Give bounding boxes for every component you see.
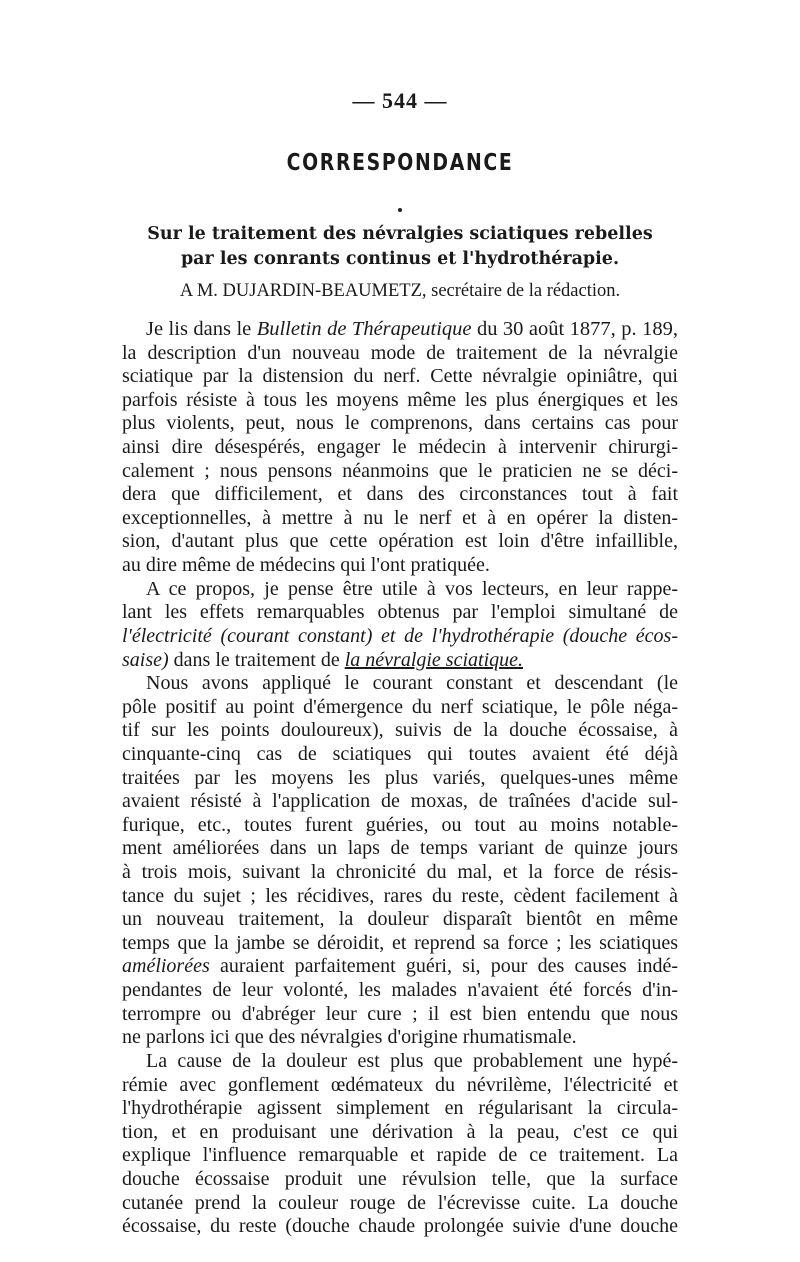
text-line: furique, etc., toutes furent guéries, ou tout au moins notable- [122, 813, 678, 836]
text-line: cutanée prend la couleur rouge de l'écrevisse cuite. La douche [122, 1191, 678, 1214]
text-line: explique l'influence remarquable et rapide de ce traitement. La [122, 1144, 678, 1167]
text-line: avaient résisté à l'application de moxas, de traînées d'acide sul- [122, 790, 678, 813]
text-line: rémie avec gonflement œdémateux du névrilème, l'électricité et [122, 1073, 678, 1096]
text-line: A ce propos, je pense être utile à vos lecteurs, en leur rappe- [146, 577, 678, 600]
text-line: un nouveau traitement, la douleur disparaît bientôt en même [122, 908, 678, 931]
text-line: au dire même de médecins qui l'ont pratiquée. [122, 554, 490, 577]
text-line: sion, d'autant plus que cette opération est loin d'être infaillible, [122, 530, 678, 553]
text-line: La cause de la douleur est plus que probablement une hypé- [146, 1049, 678, 1072]
text-line: écossaise, du reste (douche chaude prolongée suivie d'une douche [122, 1215, 678, 1238]
separator-dot [398, 208, 402, 212]
text-line: l'hydrothérapie agissent simplement en régularisant la circula- [122, 1097, 678, 1120]
text-line: tion, et en produisant une dérivation à la peau, c'est ce qui [122, 1120, 678, 1143]
text-line: dera que difficilement, et dans des circonstances tout à fait [122, 483, 678, 506]
text-line: parfois résiste à tous les moyens même les plus énergiques et les [122, 388, 678, 411]
article-subtitle-line-2: par les conrants continus et l'hydrothérapie. [180, 249, 620, 269]
text-line: l'électricité (courant constant) et de l'hydrothérapie (douche écos- [122, 624, 678, 647]
page-number: — 544 — [352, 88, 448, 113]
article-subtitle-line-1: Sur le traitement des névralgies sciatiques rebelles [147, 224, 653, 244]
text-line: Je lis dans le Bulletin de Thérapeutique du 30 août 1877, p. 189, [146, 318, 678, 340]
text-line: calement ; nous pensons néanmoins que le praticien ne se déci- [122, 459, 678, 482]
text-line: lant les effets remarquables obtenus par l'emploi simultané de [122, 601, 678, 624]
addressee: A M. DUJARDIN-BEAUMETZ, secrétaire de la rédaction. [179, 281, 621, 301]
journal-title: Bulletin de Thérapeutique [256, 318, 472, 340]
text-line: douche écossaise produit une révulsion telle, que la surface [122, 1167, 678, 1190]
text-line: la description d'un nouveau mode de traitement de la névralgie [122, 341, 678, 364]
text-line: terrompre ou d'abréger leur cure ; il est bien entendu que nous [122, 1002, 678, 1025]
text-line: saise) dans le traitement de la névralgie sciatique. [122, 648, 524, 671]
text-line: tif sur les points douloureux), suivis de la douche écossaise, à [122, 719, 678, 742]
text-line: à trois mois, suivant la chronicité du mal, et la force de résis- [122, 861, 678, 884]
section-title: CORRESPONDANCE [286, 150, 514, 176]
text-line: cinquante-cinq cas de sciatiques qui toutes avaient été déjà [122, 742, 678, 765]
text-line: ne parlons ici que des névralgies d'origine rhumatismale. [122, 1026, 577, 1049]
text-line: tance du sujet ; les récidives, rares du reste, cèdent facilement à [122, 884, 678, 907]
text-line: ment améliorées dans un laps de temps variant de quinze jours [122, 837, 678, 860]
text-line: temps que la jambe se déroidit, et reprend sa force ; les sciatiques [122, 931, 678, 954]
text-line: améliorées auraient parfaitement guéri, si, pour des causes indé- [122, 955, 678, 978]
body-text [122, 318, 678, 1239]
text-line: sciatique par la distension du nerf. Cette névralgie opiniâtre, qui [122, 365, 678, 388]
text-line: Nous avons appliqué le courant constant et descendant (le [146, 672, 678, 695]
text-line: exceptionnelles, à mettre à nu le nerf et à en opérer la disten- [122, 506, 678, 529]
text-line: pendantes de leur volonté, les malades n'avaient été forcés d'in- [122, 979, 678, 1002]
text-line: plus violents, peut, nous le comprenons, dans certains cas pour [122, 412, 678, 435]
text-line: pôle positif au point d'émergence du nerf sciatique, le pôle néga- [122, 695, 678, 718]
text-line: ainsi dire désespérés, engager le médecin à intervenir chirurgi- [122, 436, 678, 459]
text-line: traitées par les moyens les plus variés, quelques-unes même [122, 766, 678, 789]
